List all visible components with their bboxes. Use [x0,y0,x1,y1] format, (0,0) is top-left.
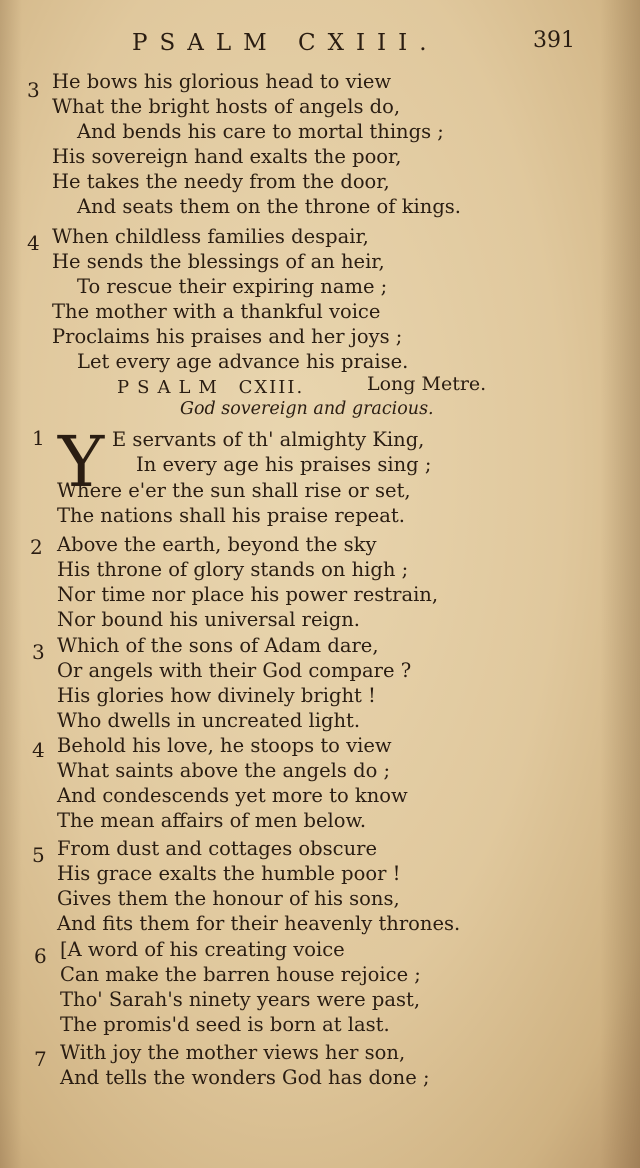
page-edge-shadow [600,0,640,1168]
verse-line: Tho' Sarah's ninety years were past, [60,988,421,1011]
verse-line: Or angels with their God compare ? [57,659,412,682]
verse-line: What the bright hosts of angels do, [52,95,401,118]
verse-line: Nor bound his universal reign. [57,608,360,631]
verse-line: His grace exalts the humble poor ! [57,862,401,885]
verse-line: From dust and cottages obscure [57,837,377,860]
verse-line: Let every age advance his praise. [77,350,409,373]
verse-line: Behold his love, he stoops to view [57,734,392,757]
verse-line: He sends the blessings of an heir, [52,250,385,273]
verse-line: Above the earth, beyond the sky [57,533,377,556]
page-number: 391 [533,28,575,53]
verse-line: Where e'er the sun shall rise or set, [57,479,411,502]
verse-line: Which of the sons of Adam dare, [57,634,379,657]
running-title: PSALM CXIII. [132,30,439,56]
verse-number: 6 [34,944,47,968]
verse-line: And tells the wonders God has done ; [60,1066,430,1089]
verse-line: His glories how divinely bright ! [57,684,376,707]
verse-number: 7 [34,1047,47,1071]
verse-line: E servants of th' almighty King, [112,428,425,451]
psalm-word: PSALM [117,377,225,398]
verse-number: 3 [27,78,40,102]
metre-label: Long Metre. [367,373,487,395]
psalm-subtitle: God sovereign and gracious. [180,399,434,419]
verse-line: To rescue their expiring name ; [77,275,388,298]
psalm-heading [117,377,304,398]
verse-line: Can make the barren house rejoice ; [60,963,421,986]
drop-cap: Y [58,421,105,503]
verse-line: And condescends yet more to know [57,784,408,807]
verse-number: 4 [27,231,40,255]
page-header [0,28,640,60]
verse-number: 3 [32,640,45,664]
verse-line: Who dwells in uncreated light. [57,709,361,732]
verse-line: When childless families despair, [52,225,369,248]
verse-number: 1 [32,426,45,450]
verse-line: He takes the needy from the door, [52,170,390,193]
verse-line: In every age his praises sing ; [136,453,432,476]
verse-line: Proclaims his praises and her joys ; [52,325,403,348]
verse-line: The mother with a thankful voice [52,300,381,323]
verse-line: And fits them for their heavenly thrones. [57,912,461,935]
verse-number: 4 [32,738,45,762]
verse-line: He bows his glorious head to view [52,70,392,93]
verse-number: 5 [32,843,45,867]
verse-line: The promis'd seed is born at last. [60,1013,390,1036]
verse-line: His throne of glory stands on high ; [57,558,409,581]
verse-line: The nations shall his praise repeat. [57,504,405,527]
psalm-number: CXIII. [238,377,305,398]
verse-line: And seats them on the throne of kings. [77,195,462,218]
verse-line: Gives them the honour of his sons, [57,887,400,910]
verse-line: What saints above the angels do ; [57,759,391,782]
verse-line: With joy the mother views her son, [60,1041,406,1064]
verse-line: [A word of his creating voice [60,938,345,961]
verse-line: And bends his care to mortal things ; [77,120,444,143]
verse-line: Nor time nor place his power restrain, [57,583,439,606]
verse-line: The mean affairs of men below. [57,809,367,832]
verse-line: His sovereign hand exalts the poor, [52,145,402,168]
verse-number: 2 [30,535,43,559]
spine-shadow [0,0,22,1168]
